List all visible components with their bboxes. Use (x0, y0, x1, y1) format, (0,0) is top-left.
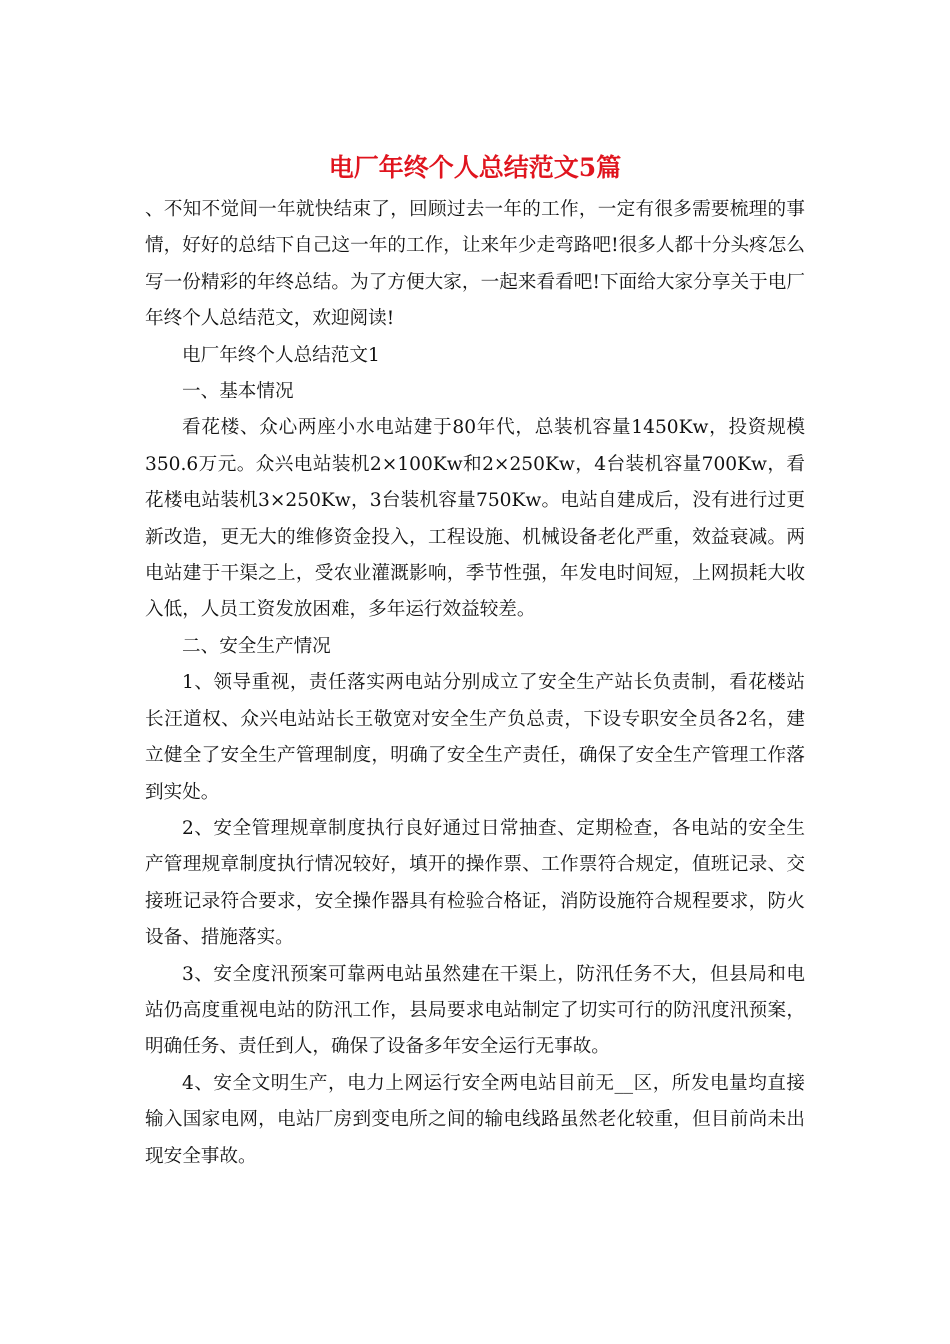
section-heading-safety-production: 二、安全生产情况 (182, 635, 331, 657)
section-heading-basic-situation: 一、基本情况 (182, 381, 294, 403)
intro-paragraph: 、不知不觉间一年就快结束了，回顾过去一年的工作，一定有很多需要梳理的事情，好好的总结下自己这一年的工作，让来年少走弯路吧!很多人都十分头疼怎么写一份精彩的年终总结。为了方便大家，一起来看看吧!下面给大家分享关于电厂年终个人总结范文，欢迎阅读! (145, 199, 805, 330)
section-heading-article-1: 电厂年终个人总结范文1 (182, 344, 380, 366)
paragraph-safety-item-3: 3、安全度汛预案可靠两电站虽然建在干渠上，防汛任务不大，但县局和电站仍高度重视电站的防汛工作，县局要求电站制定了切实可行的防汛度汛预案，明确任务、责任到人，确保了设备多年安全运行无事故。 (145, 963, 805, 1058)
document-title: 电厂年终个人总结范文5篇 (328, 153, 622, 182)
document-body (145, 192, 805, 1175)
paragraph-safety-item-1: 1、领导重视，责任落实两电站分别成立了安全生产站长负责制，看花楼站长汪道权、众兴电站站长王敬宽对安全生产负总责，下设专职安全员各2名，建立健全了安全生产管理制度，明确了安全生产责任，确保了安全生产管理工作落到实处。 (145, 672, 805, 803)
paragraph-basic-situation: 看花楼、众心两座小水电站建于80年代，总装机容量1450Kw，投资规模350.6万元。众兴电站装机2×100Kw和2×250Kw，4台装机容量700Kw，看花楼电站装机3×250Kw，3台装机容量750Kw。电站自建成后，没有进行过更新改造，更无大的维修资金投入，工程设施、机械设备老化严重，效益衰减。两电站建于干渠之上，受农业灌溉影响，季节性强，年发电时间短，上网损耗大收入低，人员工资发放困难，多年运行效益较差。 (145, 417, 805, 621)
paragraph-safety-item-4: 4、安全文明生产，电力上网运行安全两电站目前无__区，所发电量均直接输入国家电网，电站厂房到变电所之间的输电线路虽然老化较重，但目前尚未出现安全事故。 (145, 1072, 805, 1167)
paragraph-safety-item-2: 2、安全管理规章制度执行良好通过日常抽查、定期检查，各电站的安全生产管理规章制度执行情况较好，填开的操作票、工作票符合规定，值班记录、交接班记录符合要求，安全操作器具有检验合格证，消防设施符合规程要求，防火设备、措施落实。 (145, 817, 805, 949)
